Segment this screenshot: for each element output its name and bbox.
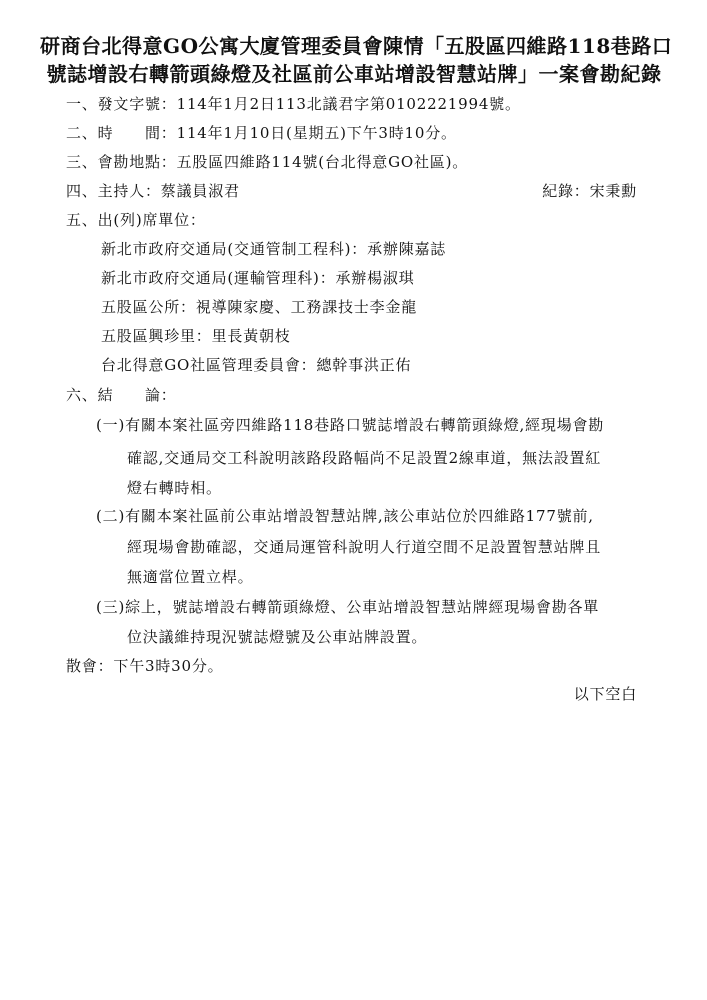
conclusion-3-line: 位決議維持現況號誌燈號及公車站牌設置。: [127, 628, 428, 646]
attendee-item: 台北得意GO社區管理委員會：總幹事洪正佑: [101, 356, 412, 374]
conclusion-2-line: 無適當位置立桿。: [127, 568, 254, 586]
conclusion-2-line: 經現場會勘確認，交通局運管科說明人行道空間不足設置智慧站牌且: [127, 538, 602, 556]
adjourn-time: 散會：下午3時30分。: [66, 657, 224, 675]
attendee-item: 新北市政府交通局(運輸管理科)：承辦楊淑琪: [101, 269, 415, 287]
attendees-heading: 五、出(列)席單位：: [66, 211, 206, 229]
attendee-item: 新北市政府交通局(交通管制工程科)：承辦陳嘉誌: [101, 240, 447, 258]
doc-number: 一、發文字號：114年1月2日113北議君字第0102221994號。: [66, 95, 521, 113]
conclusion-3-first-line: (三)綜上，號誌增設右轉箭頭綠燈、公車站增設智慧站牌經現場會勘各單: [96, 598, 600, 616]
document-title-line-2: 號誌增設右轉箭頭綠燈及社區前公車站增設智慧站牌」一案會勘紀錄: [46, 62, 662, 86]
conclusion-1-first-line: (一)有關本案社區旁四維路118巷路口號誌增設右轉箭頭綠燈,經現場會勘: [96, 416, 605, 434]
conclusion-heading: 六、結 論：: [66, 386, 177, 404]
end-note: 以下空白: [573, 685, 637, 703]
recorder: 紀錄：宋秉勳: [542, 182, 637, 200]
conclusion-2-first-line: (二)有關本案社區前公車站增設智慧站牌,該公車站位於四維路177號前,: [96, 507, 594, 525]
meeting-location: 三、會勘地點：五股區四維路114號(台北得意GO社區)。: [66, 153, 469, 171]
meeting-time: 二、時 間：114年1月10日(星期五)下午3時10分。: [66, 124, 457, 142]
document-title-line-1: 研商台北得意GO公寓大廈管理委員會陳情「五股區四維路118巷路口: [40, 34, 673, 58]
attendee-item: 五股區公所：視導陳家慶、工務課技士李金龍: [101, 298, 418, 316]
conclusion-1-line: 確認,交通局交工科說明該路段路幅尚不足設置2線車道，無法設置紅: [127, 449, 602, 467]
conclusion-1-line: 燈右轉時相。: [127, 479, 222, 497]
attendee-item: 五股區興珍里：里長黃朝枝: [101, 327, 291, 345]
host: 四、主持人：蔡議員淑君: [66, 182, 240, 200]
